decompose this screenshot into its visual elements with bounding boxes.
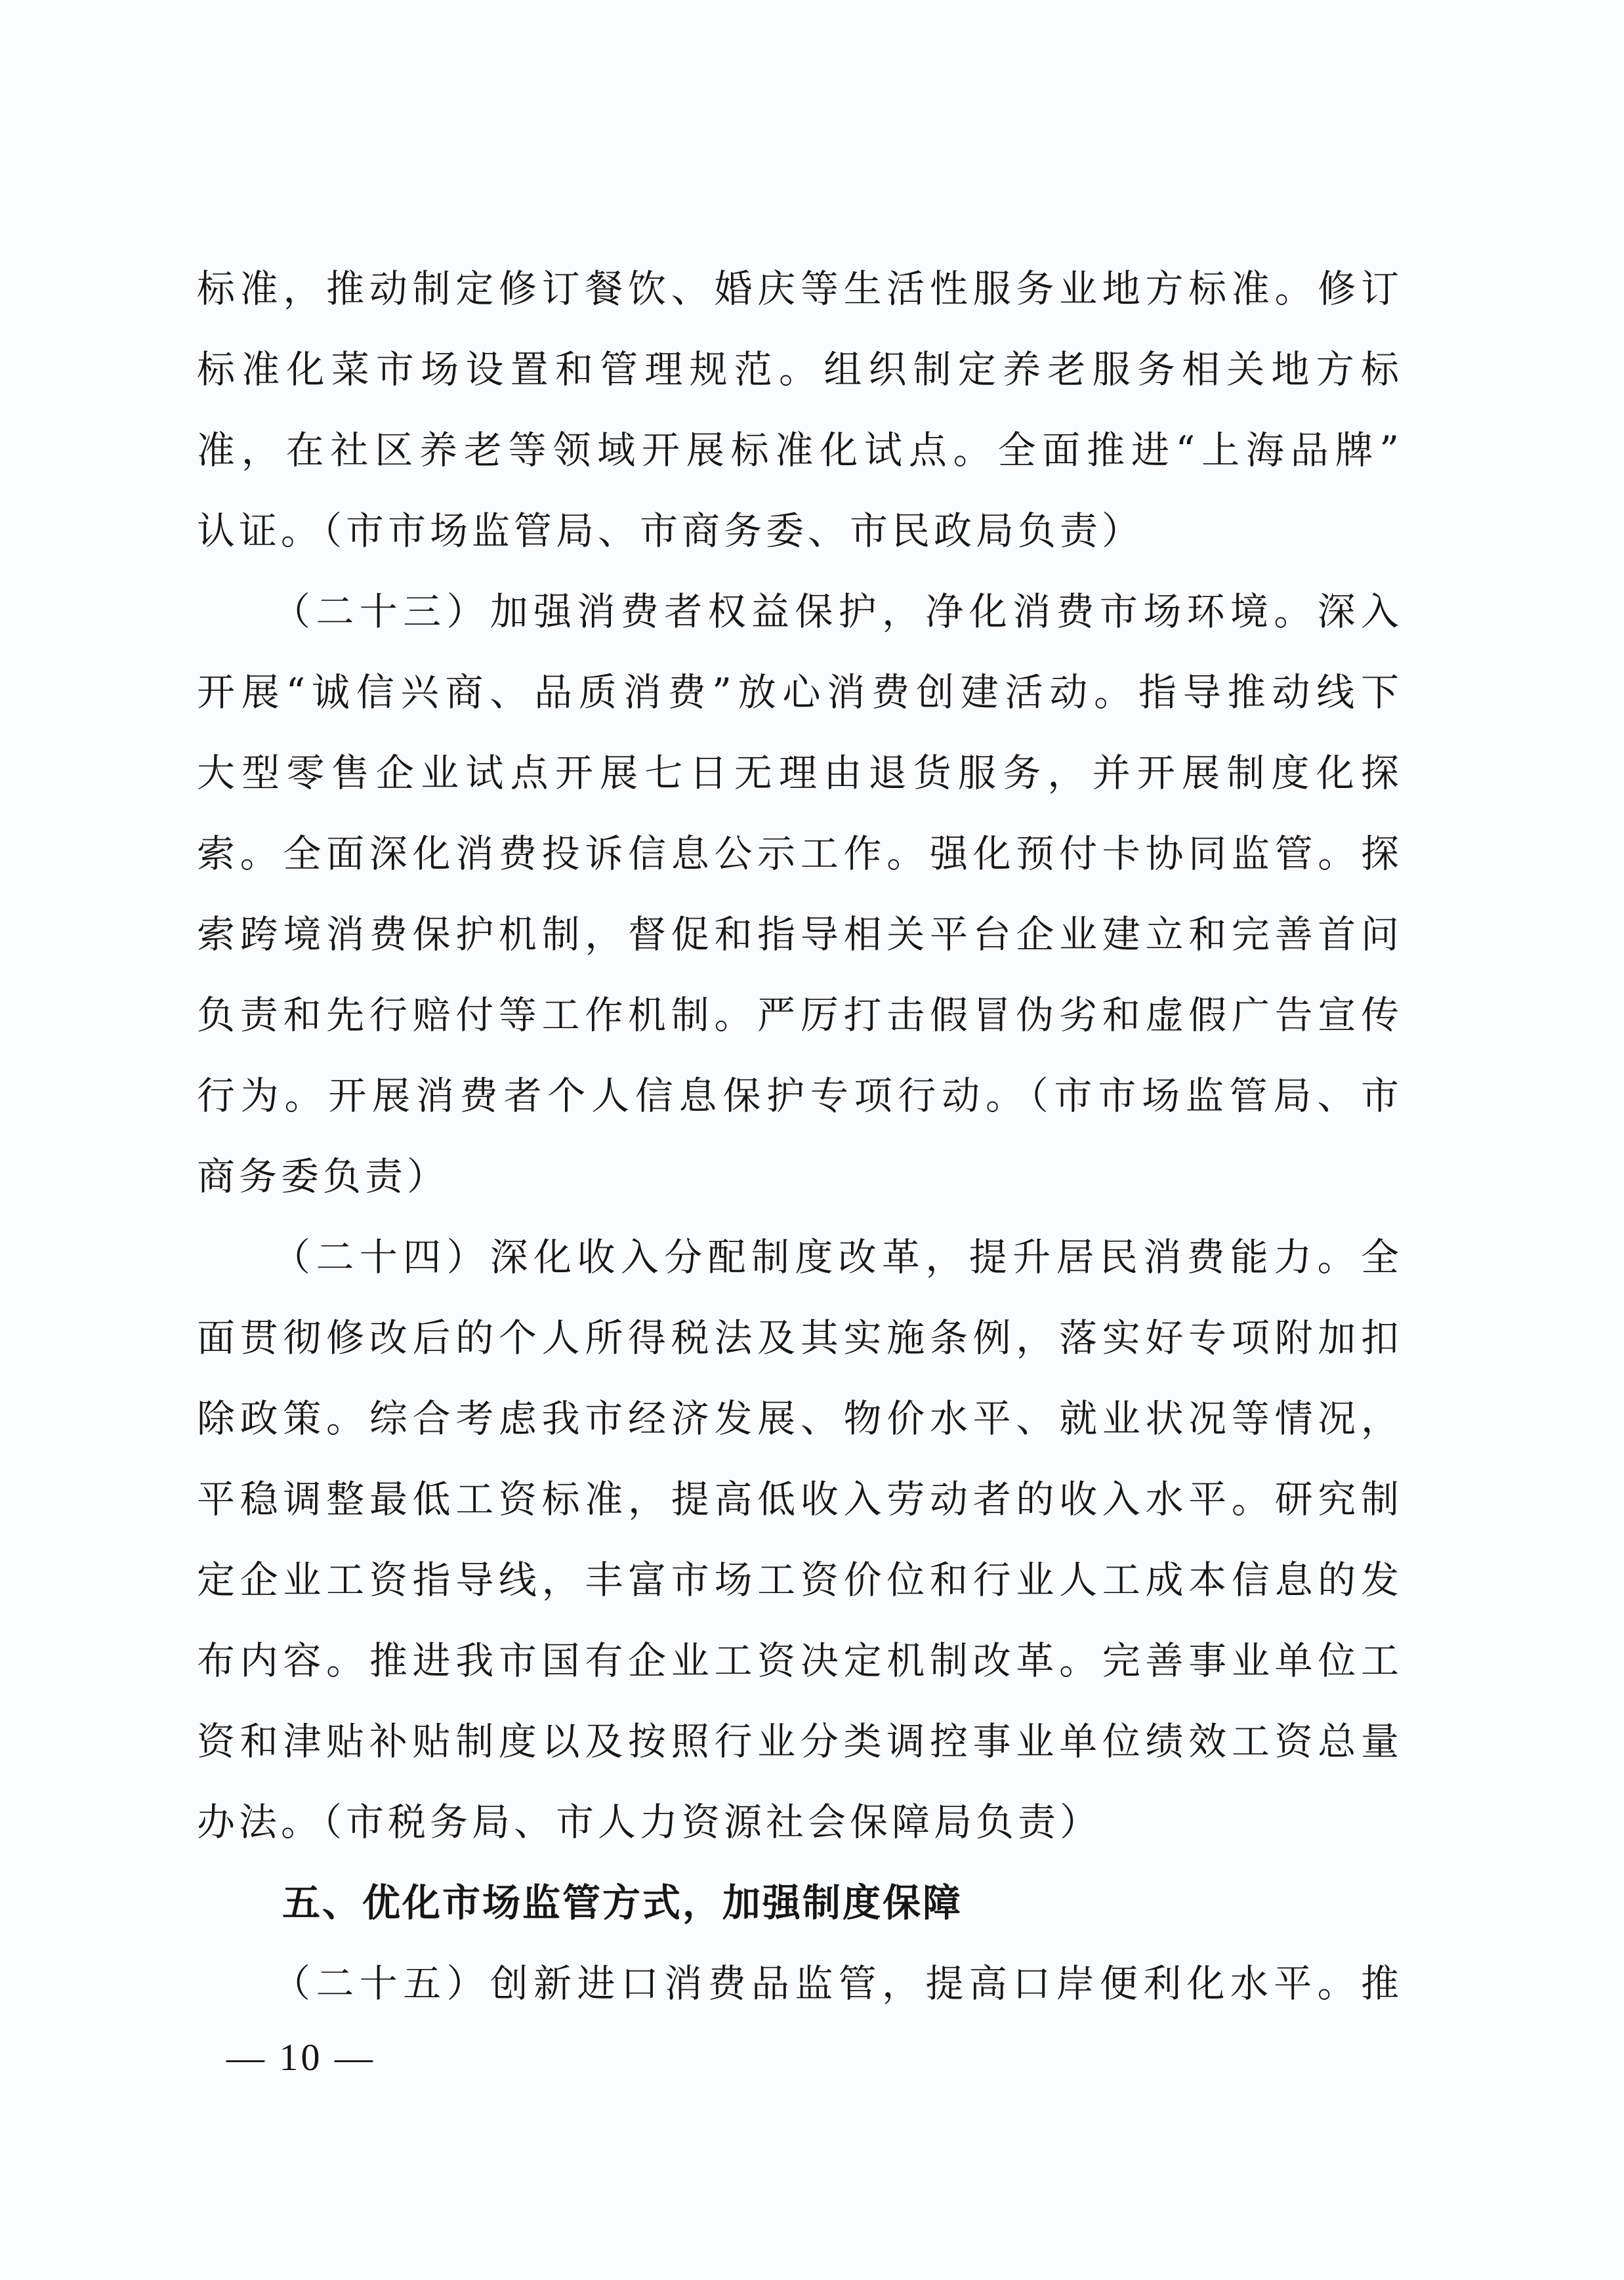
text-line-1: 标准，推动制定修订餐饮、婚庆等生活性服务业地方标准。修订 — [197, 266, 1399, 311]
text-line-10: 负责和先行赔付等工作机制。严厉打击假冒伪劣和虚假广告宣传 — [197, 993, 1399, 1037]
text-line-2: 标准化菜市场设置和管理规范。组织制定养老服务相关地方标 — [197, 347, 1399, 392]
section-25-title-line: （二十五）创新进口消费品监管，提高口岸便利化水平。推 — [272, 1961, 1399, 2006]
text-line-11: 行为。开展消费者个人信息保护专项行动。（市市场监管局、市 — [197, 1073, 1399, 1118]
text-line-16: 平稳调整最低工资标准，提高低收入劳动者的收入水平。研究制 — [197, 1477, 1399, 1522]
text-line-3: 准，在社区养老等领域开展标准化试点。全面推进“上海品牌” — [197, 428, 1399, 472]
section-24-title-line: （二十四）深化收入分配制度改革，提升居民消费能力。全 — [272, 1235, 1399, 1279]
text-line-6: 开展“诚信兴商、品质消费”放心消费创建活动。指导推动线下 — [197, 670, 1399, 715]
text-line-4: 认证。（市市场监管局、市商务委、市民政局负责） — [197, 508, 1144, 553]
text-line-15: 除政策。综合考虑我市经济发展、物价水平、就业状况等情况， — [197, 1396, 1399, 1441]
page-number: — 10 — — [226, 2036, 375, 2079]
text-line-14: 面贯彻修改后的个人所得税法及其实施条例，落实好专项附加扣 — [197, 1316, 1399, 1360]
text-line-9: 索跨境消费保护机制，督促和指导相关平台企业建立和完善首问 — [197, 912, 1399, 957]
text-line-19: 资和津贴补贴制度以及按照行业分类调控事业单位绩效工资总量 — [197, 1719, 1399, 1764]
section-23-title-line: （二十三）加强消费者权益保护，净化消费市场环境。深入 — [272, 589, 1399, 634]
text-line-7: 大型零售企业试点开展七日无理由退货服务，并开展制度化探 — [197, 751, 1399, 795]
text-line-20: 办法。（市税务局、市人力资源社会保障局负责） — [197, 1800, 1102, 1844]
text-line-18: 布内容。推进我市国有企业工资决定机制改革。完善事业单位工 — [197, 1638, 1399, 1683]
text-line-12: 商务委负责） — [197, 1154, 449, 1199]
text-line-17: 定企业工资指导线，丰富市场工资价位和行业人工成本信息的发 — [197, 1558, 1399, 1602]
text-line-8: 索。全面深化消费投诉信息公示工作。强化预付卡协同监管。探 — [197, 831, 1399, 876]
chapter-5-heading: 五、优化市场监管方式，加强制度保障 — [282, 1880, 963, 1925]
